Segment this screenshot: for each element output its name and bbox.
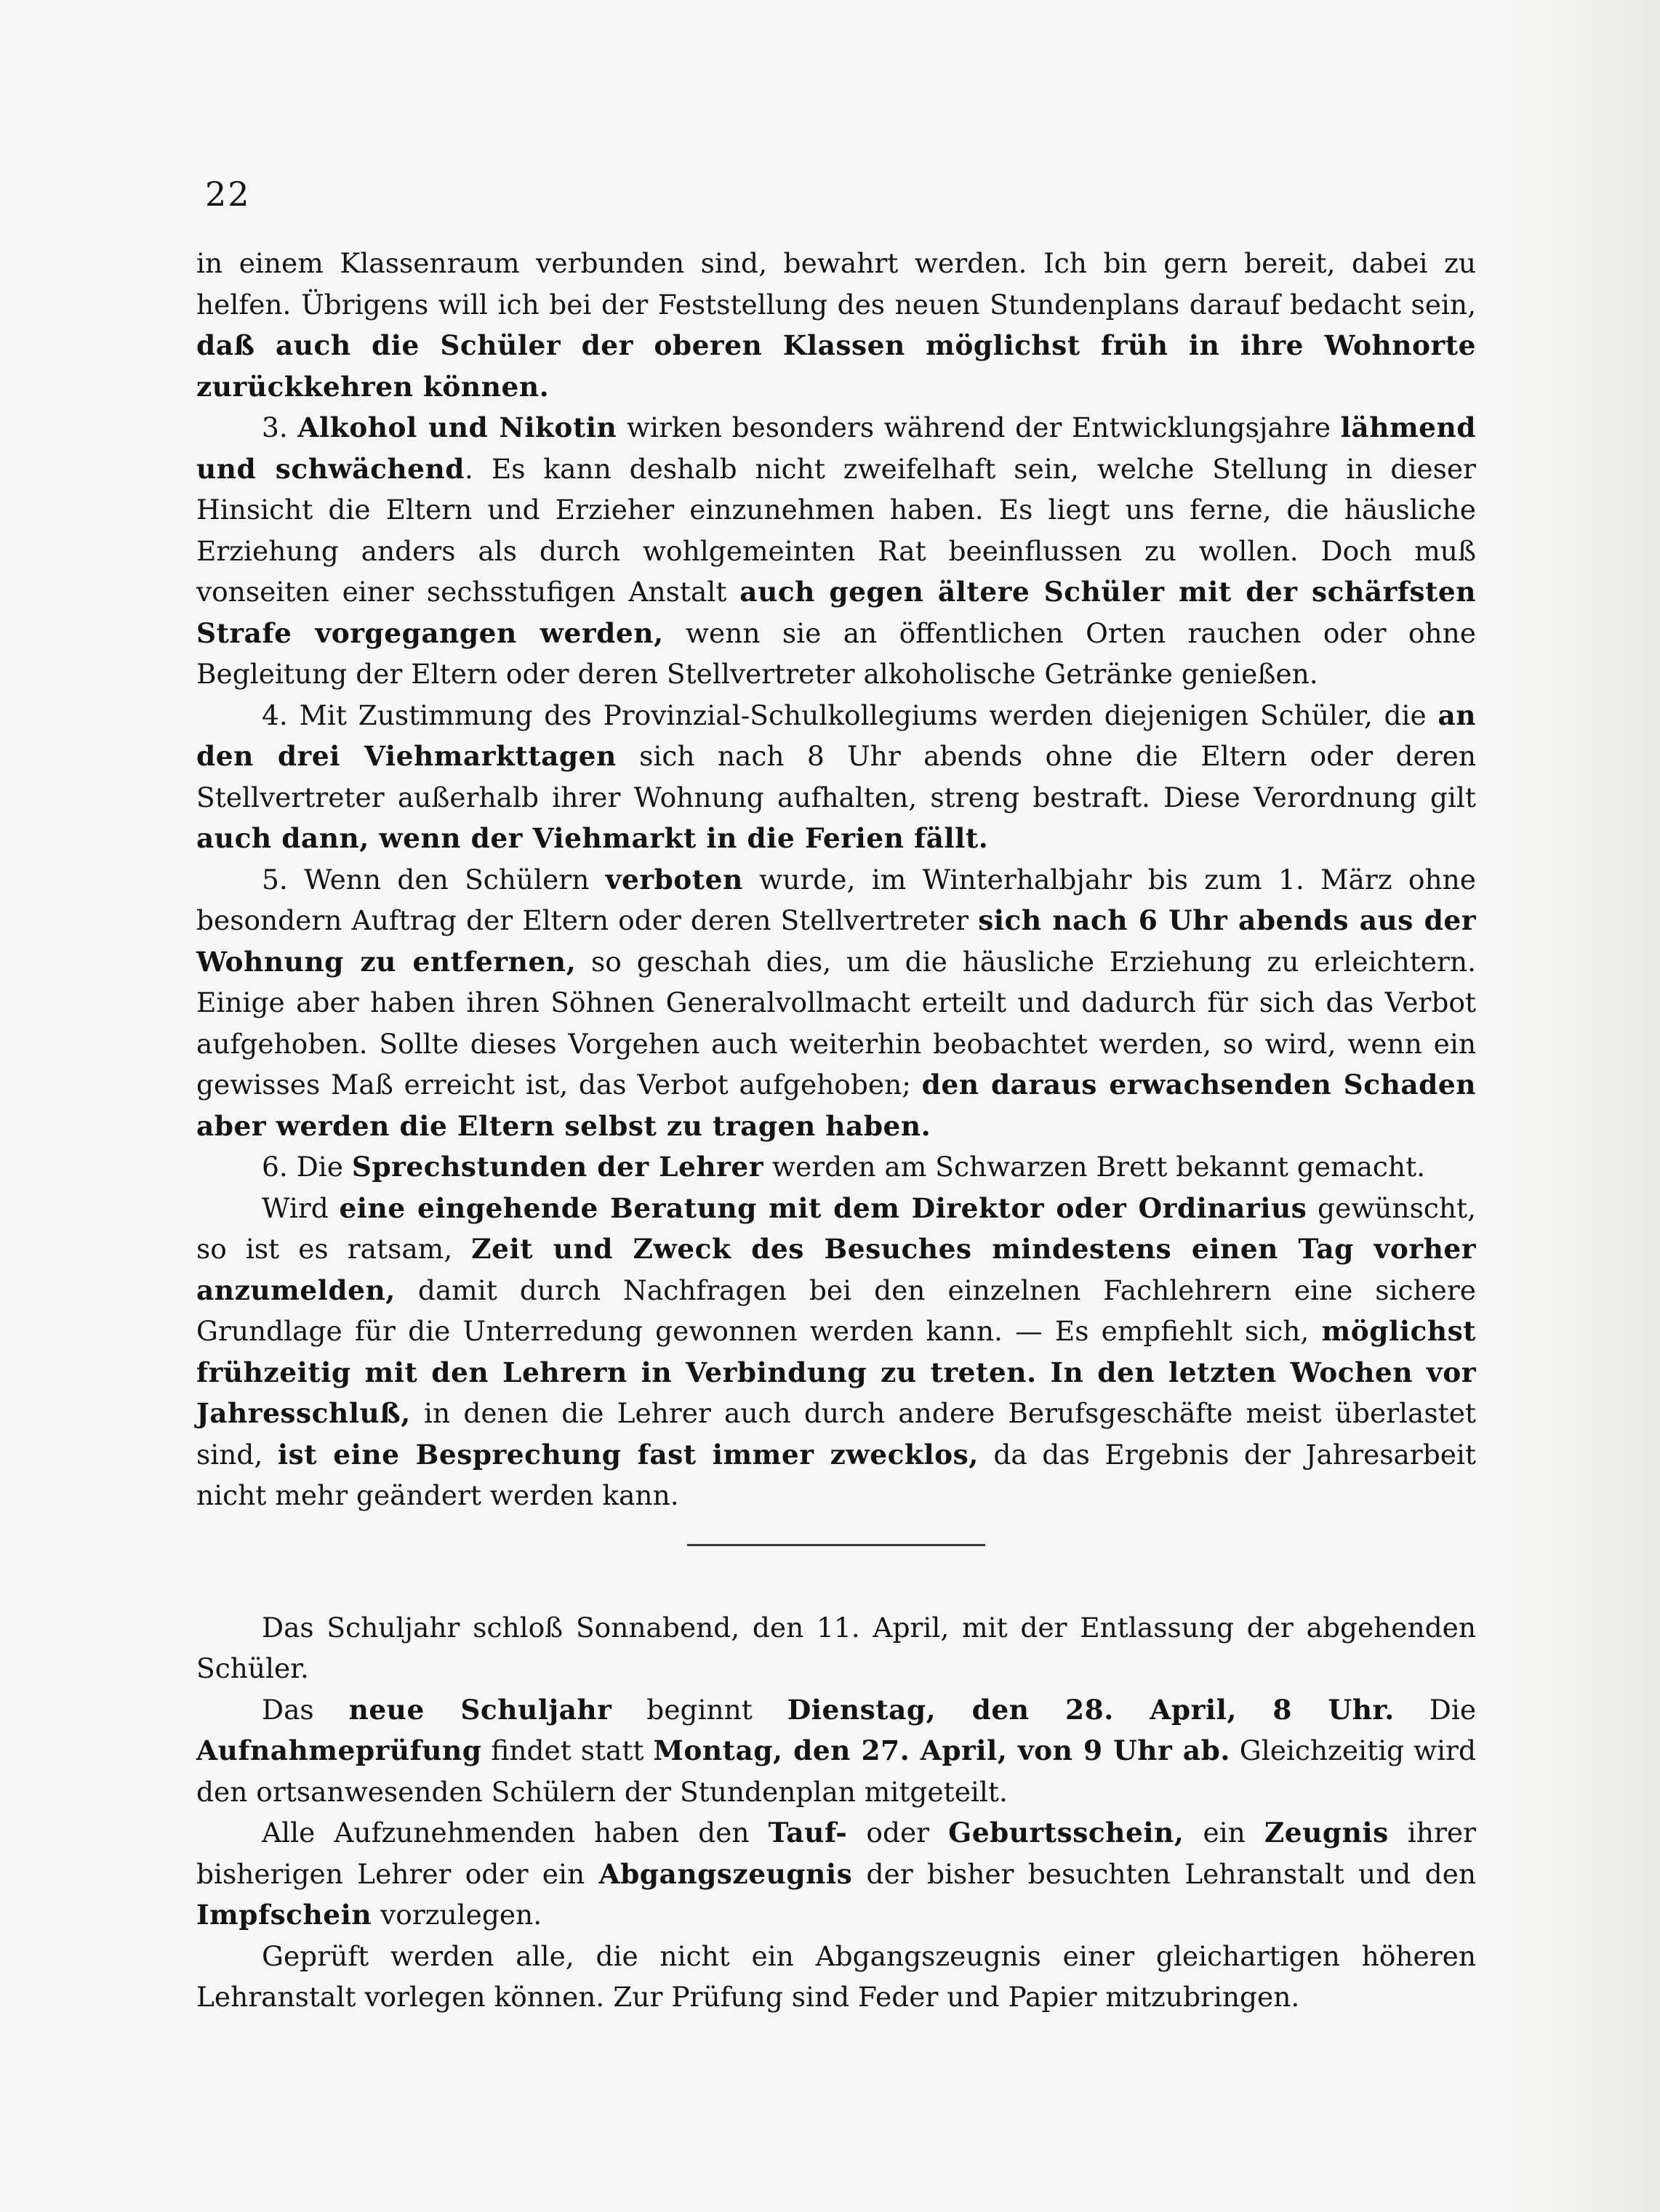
- text-run: oder: [847, 1817, 949, 1849]
- emphasized-text: lähmend und schwächend: [196, 411, 1476, 485]
- paragraph: [196, 1936, 1476, 2018]
- text-run: Alle Aufzunehmenden haben den: [262, 1817, 769, 1849]
- paragraph: [196, 1188, 1476, 1516]
- text-run: vorzulegen.: [372, 1899, 542, 1931]
- emphasized-text: Dienstag, den 28. April, 8 Uhr.: [787, 1693, 1395, 1726]
- facing-page-bleed: [1507, 0, 1660, 2212]
- emphasized-text: auch dann, wenn der Viehmarkt in die Ferien fällt.: [196, 822, 989, 854]
- emphasized-text: ist eine Besprechung fast immer zwecklos,: [277, 1438, 979, 1471]
- section-divider: [687, 1544, 985, 1546]
- emphasized-text: sich nach 6 Uhr abends aus der Wohnung zu entfernen,: [196, 904, 1476, 978]
- text-run: 4. Mit Zustimmung des Provinzial-Schulkollegiums werden diejenigen Schüler, die: [262, 699, 1438, 731]
- emphasized-text: neue Schuljahr: [348, 1693, 612, 1726]
- text-run: in einem Klassenraum verbunden sind, bewahrt werden. Ich bin gern bereit, dabei zu helfen. Übrigens will ich bei der Feststellung des neuen Stundenplans darauf bedacht sein,: [196, 247, 1476, 321]
- text-run: Wird: [262, 1191, 340, 1224]
- text-run: damit durch Nachfragen bei den einzelnen Fachlehrern eine sichere Grundlage für die Unterredung gewonnen werden kann. — Es empfiehlt sich,: [196, 1274, 1476, 1347]
- emphasized-text: Abgangszeugnis: [598, 1857, 853, 1890]
- text-run: der bisher besuchten Lehranstalt und den: [852, 1857, 1476, 1890]
- paragraph: [196, 695, 1476, 859]
- paragraph: [196, 407, 1476, 695]
- text-run: Das: [262, 1693, 349, 1726]
- emphasized-text: Aufnahmeprüfung: [196, 1734, 482, 1766]
- emphasized-text: Montag, den 27. April, von 9 Uhr ab.: [653, 1734, 1230, 1766]
- text-run: gewünscht, so ist es ratsam,: [196, 1191, 1476, 1265]
- emphasized-text: Zeit und Zweck des Besuches mindestens einen Tag vorher anzumelden,: [196, 1233, 1476, 1306]
- paragraph: [196, 1607, 1476, 1689]
- body-text: [196, 243, 1476, 2018]
- emphasized-text: Geburtsschein,: [948, 1817, 1184, 1849]
- text-run: wurde, im Winterhalbjahr bis zum 1. März ohne besondern Auftrag der Eltern oder deren Stellvertreter: [196, 863, 1476, 936]
- emphasized-text: auch gegen ältere Schüler mit der schärfsten Strafe vorgegangen werden,: [196, 576, 1476, 649]
- emphasized-text: an den drei Viehmarkttagen: [196, 699, 1476, 772]
- emphasized-text: Impfschein: [196, 1899, 372, 1931]
- text-run: wirken besonders während der Entwicklungsjahre: [617, 411, 1341, 443]
- emphasized-text: daß auch die Schüler der oberen Klassen möglichst früh in ihre Wohnorte zurückkehren können.: [196, 329, 1476, 403]
- text-run: in denen die Lehrer auch durch andere Berufsgeschäfte meist überlastet sind,: [196, 1397, 1476, 1471]
- text-run: 6. Die: [262, 1151, 352, 1183]
- text-run: 5. Wenn den Schülern: [262, 863, 606, 896]
- emphasized-text: verboten: [605, 863, 743, 896]
- paragraph: [196, 243, 1476, 407]
- page-number: 22: [205, 174, 251, 214]
- emphasized-text: Sprechstunden der Lehrer: [351, 1151, 764, 1183]
- emphasized-text: möglichst frühzeitig mit den Lehrern in Verbindung zu treten. In den letzten Wochen vor Jahresschluß,: [196, 1315, 1476, 1429]
- text-run: . Es kann deshalb nicht zweifelhaft sein, welche Stellung in dieser Hinsicht die Eltern und Erzieher einzunehmen haben. Es liegt uns ferne, die häusliche Erziehung anders als durch wohlgemeinten Rat beeinflussen zu wollen. Doch muß vonseiten einer sechsstufigen Anstalt: [196, 452, 1476, 608]
- text-run: ihrer bisherigen Lehrer oder ein: [196, 1817, 1476, 1890]
- paragraph: [196, 1812, 1476, 1936]
- paragraph: [196, 1689, 1476, 1813]
- text-run: Gleichzeitig wird den ortsanwesenden Schülern der Stundenplan mitgeteilt.: [196, 1734, 1476, 1808]
- text-run: da das Ergebnis der Jahresarbeit nicht mehr geändert werden kann.: [196, 1438, 1476, 1511]
- text-run: ein: [1184, 1817, 1264, 1849]
- text-run: sich nach 8 Uhr abends ohne die Eltern oder deren Stellvertreter außerhalb ihrer Wohnung aufhalten, streng bestraft. Diese Verordnung gilt: [196, 740, 1477, 813]
- text-run: Das Schuljahr schloß Sonnabend, den 11. April, mit der Entlassung der abgehenden Schüler.: [196, 1611, 1476, 1684]
- text-run: werden am Schwarzen Brett bekannt gemacht.: [763, 1151, 1426, 1183]
- text-run: so geschah dies, um die häusliche Erziehung zu erleichtern. Einige aber haben ihren Söhnen Generalvollmacht erteilt und dadurch für sich das Verbot aufgehoben. Sollte dieses Vorgehen auch weiterhin beobachtet werden, so wird, wenn ein gewisses Maß erreicht ist, das Verbot aufgehoben;: [196, 945, 1476, 1101]
- text-run: 3.: [262, 411, 298, 443]
- emphasized-text: Tauf-: [768, 1817, 848, 1849]
- text-run: Die: [1394, 1693, 1477, 1726]
- text-run: beginnt: [612, 1693, 787, 1726]
- emphasized-text: Alkohol und Nikotin: [297, 411, 617, 443]
- emphasized-text: Zeugnis: [1264, 1817, 1389, 1849]
- paragraph: [196, 1146, 1476, 1188]
- text-run: wenn sie an öffentlichen Orten rauchen oder ohne Begleitung der Eltern oder deren Stellvertreter alkoholische Getränke genießen.: [196, 616, 1476, 690]
- text-run: Geprüft werden alle, die nicht ein Abgangszeugnis einer gleichartigen höheren Lehranstalt vorlegen können. Zur Prüfung sind Feder und Papier mitzubringen.: [196, 1939, 1476, 2013]
- emphasized-text: den daraus erwachsenden Schaden aber werden die Eltern selbst zu tragen haben.: [196, 1069, 1476, 1142]
- paragraph: [196, 859, 1476, 1147]
- text-run: findet statt: [481, 1734, 654, 1766]
- emphasized-text: eine eingehende Beratung mit dem Direktor oder Ordinarius: [339, 1191, 1307, 1224]
